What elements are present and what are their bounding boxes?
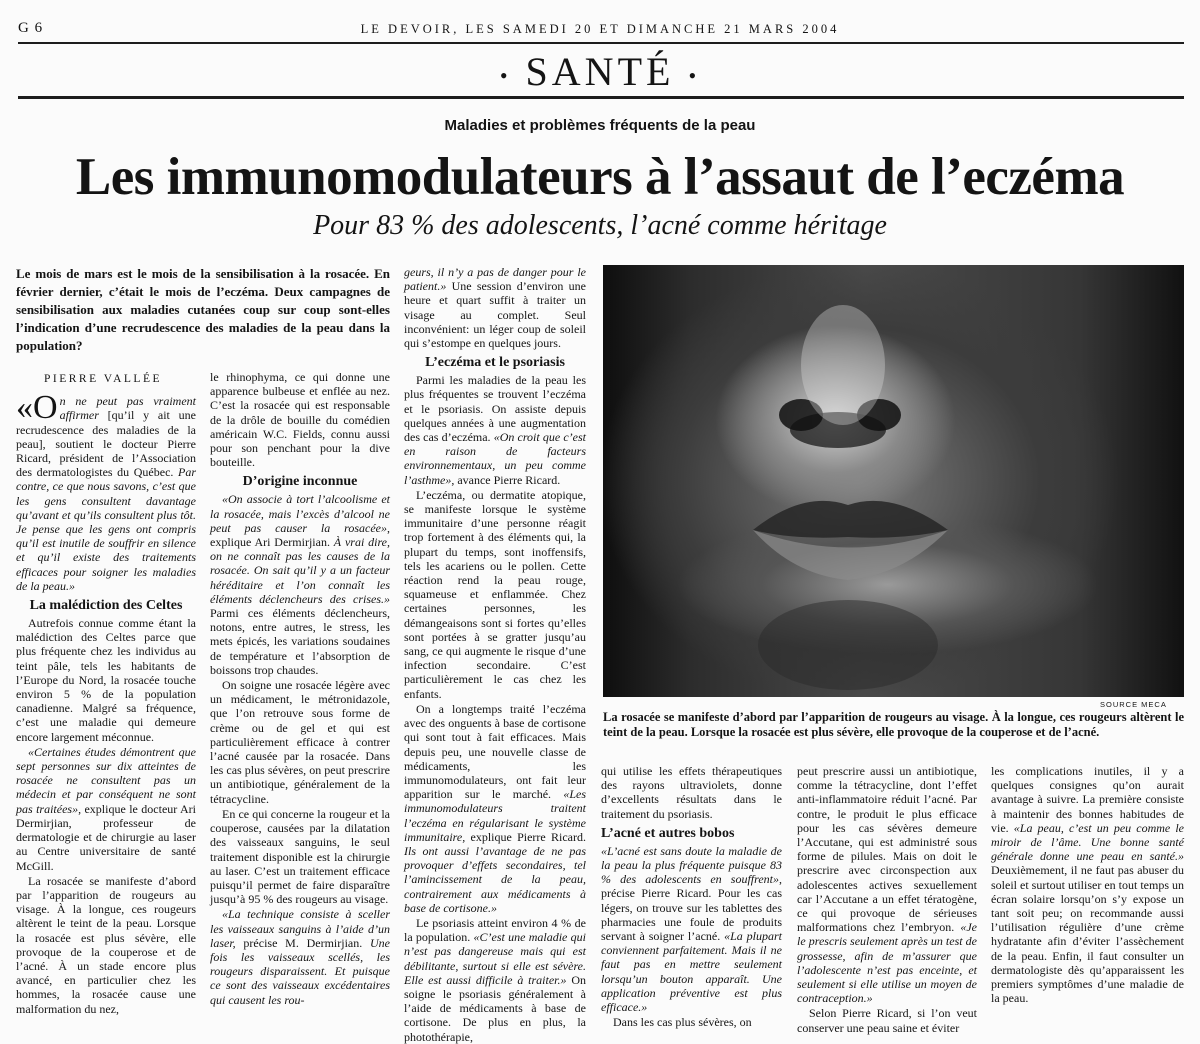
article-subhead: Pour 83 % des adolescents, l’acné comme héritage: [313, 210, 887, 241]
article-column-5: [797, 764, 978, 1035]
article-photo: [603, 265, 1184, 697]
drop-cap: «O: [16, 389, 58, 427]
paragraph: le rhinophyma, ce qui donne une apparence bulbeuse et enflée au nez. C’est la rosacée qui est responsable de la drôle de bouille du comédien américain W.C. Fields, connu aussi pour son penchant pour la dive bouteille.: [210, 370, 390, 470]
paragraph: Autrefois connue comme étant la malédiction des Celtes parce que plus fréquente chez les individus au teint pâle, tels les habitants de l’Europe du Nord, la rosacée touche environ 5 % de la population canadienne. Malgré sa fréquence, c’est une maladie qui demeure encore largement méconnue.: [16, 616, 196, 744]
photo-caption: La rosacée se manifeste d’abord par l’apparition de rougeurs au visage. À la longue, ces rougeurs altèrent le teint de la peau. Lorsque la rosacée est plus sévère, elle provoque de la couperose et de l’acné.: [603, 710, 1184, 739]
paragraph: «On ne peut pas vraiment affirmer [qu’il y ait une recrudescence des maladies de la peau], soutient le docteur Pierre Ricard, président de l’Association des dermatologistes du Québec. Par contre, ce que nous savons, c’est que les gens consultent davantage qu’avant et qu’ils consultent plus tôt. Je pense que les gens ont compris qu’il est inutile de souffrir en silence et qu’il existe des traitements efficaces pour soigner les maladies de la peau.»: [16, 389, 196, 593]
section-title: [0, 48, 1200, 95]
subheading: L’acné et autres bobos: [601, 825, 735, 841]
face-illustration: [603, 265, 1184, 697]
article-column-4: [601, 764, 782, 1030]
paragraph: L’eczéma, ou dermatite atopique, se manifeste lorsque le système immunitaire d’une personne réagit trop fortement à des éléments qui, la plupart du temps, sont inoffensifs, tels les acariens ou le pollen. Cette réaction rend la peau rouge, squameuse et enflammée. Chez certaines personnes, les démangeaisons sont si fortes qu’elles sont portées à se gratter jusqu’au sang, ce qui augmente le risque d’une infection secondaire. C’est particulièrement le cas chez les enfants.: [404, 487, 586, 701]
article-kicker: Maladies et problèmes fréquents de la peau: [444, 117, 756, 134]
section-label: SANTÉ: [525, 49, 675, 94]
paragraph: «Certaines études démontrent que sept personnes sur dix atteintes de rosacée ne consultent pas un médecin et par conséquent ne sont pas traitées», explique le docteur Ari Dermirjian, professeur de dermatologie et de chirurgie au laser au Centre universitaire de santé McGill.: [16, 744, 196, 873]
subheading: La malédiction des Celtes: [29, 598, 183, 614]
dateline: LE DEVOIR, LES SAMEDI 20 ET DIMANCHE 21 MARS 2004: [360, 22, 840, 36]
article-column-6: [991, 764, 1184, 1022]
article-column-3: [404, 265, 586, 1044]
paragraph: Le psoriasis atteint environ 4 % de la population. «C’est une maladie qui n’est pas dangereuse mais qui est débilitante, surtout si elle est sévère. Elle est aussi difficile à traiter.» On soigne le psoriasis généralement à l’aide de médicaments à base de cortisone. De plus en plus, la photothérapie,: [404, 915, 586, 1044]
subheading: L’eczéma et le psoriasis: [425, 355, 565, 371]
section-bullet-right: •: [688, 62, 701, 88]
photo-credit: SOURCE MECA: [1100, 700, 1167, 709]
paragraph: peut prescrire aussi un antibiotique, comme la tétracycline, dont l’effet anti-inflammatoire réduit l’acné. Par contre, le produit le plus efficace pour les cas sévères demeure l’Accutane, qui est administré sous forme de pilules. Mais on doit le prescrire avec circonspection aux adolescentes actives sexuellement car l’Accutane a un effet tératogène, ce qui provoque de sérieuses malformations chez l’embryon. «Je le prescris seulement après un test de grossesse, afin de m’assurer que l’adolescente n’est pas enceinte, et seulement si elle utilise un moyen de contraception.»: [797, 764, 978, 1006]
paragraph: «On associe à tort l’alcoolisme et la rosacée, mais l’excès d’alcool ne peut pas causer la rosacée», explique Ari Dermirjian. À vrai dire, on ne connaît pas les causes de la rosacée. On sait qu’il y a un facteur héréditaire et l’on connaît les éléments déclencheurs des crises.» Parmi ces éléments déclencheurs, notons, entre autres, le stress, les mets épicés, les variations soudaines de température et l’absorption de boissons trop chaudes.: [210, 492, 390, 677]
subheading: D’origine inconnue: [242, 474, 358, 490]
paragraph: On soigne une rosacée légère avec un médicament, le métronidazole, que l’on retrouve sous forme de crème ou de gel et qui est particulièrement efficace à contrer l’acné causée par la rosacée. Dans les cas plus sévères, on peut prescrire un antibiotique, généralement de la tétracycline.: [210, 678, 390, 806]
paragraph: les complications inutiles, il y a quelques consignes qu’on aurait avantage à suivre. La première consiste à maintenir des bonnes habitudes de vie. «La peau, c’est un peu comme le miroir de l’âme. Une bonne santé générale donne une peau en santé.» Deuxièmement, il ne faut pas abuser du soleil et surtout utiliser en tout temps un écran solaire lorsqu’on s’y expose un tant soit peu; on recommande aussi l’utilisation régulière d’une crème hydratante afin d’éviter l’assèchement de la peau. Enfin, il faut consulter un dermatologiste dès qu’apparaissent les premiers symptômes d’une maladie de la peau.: [991, 764, 1184, 1006]
byline: PIERRE VALLÉE: [44, 373, 163, 385]
article-column-2: [210, 370, 390, 1022]
article-lede: Le mois de mars est le mois de la sensibilisation à la rosacée. En février dernier, c’était le mois de l’eczéma. Deux campagnes de sensibilisation aux maladies cutanées coup sur coup sont-elles l’indication d’une recrudescence des maladies de la peau dans la population?: [16, 266, 390, 353]
paragraph: La rosacée se manifeste d’abord par l’apparition de rougeurs au visage. À la longue, ces rougeurs altèrent le teint de la peau. Lorsque la rosacée est plus sévère, elle provoque de la couperose et de l’acné. À un stade encore plus avancé, en particulier chez les hommes, la rosacée cause une malformation du nez,: [16, 873, 196, 1016]
paragraph: «L’acné est sans doute la maladie de la peau la plus fréquente puisque 83 % des adolescents en souffrent», précise Pierre Ricard. Pour les cas légers, on trouve sur les tablettes des pharmacies une foule de produits servant à soigner l’acné. «La plupart conviennent parfaitement. Mais il ne faut pas en mettre seulement lorsqu’un bouton apparaît. Une application préventive est plus efficace.»: [601, 843, 782, 1015]
top-rule: [18, 42, 1184, 44]
paragraph: En ce qui concerne la rougeur et la couperose, causées par la dilatation des vaisseaux sanguins, le seul traitement disponible est la chirurgie au laser. C’est un traitement efficace puisqu’il permet de faire disparaître jusqu’à 95 % des rougeurs au visage.: [210, 806, 390, 907]
section-bullet-left: •: [499, 62, 512, 88]
paragraph: qui utilise les effets thérapeutiques des rayons ultraviolets, donne d’excellents résultats dans le traitement du psoriasis.: [601, 764, 782, 821]
paragraph: Dans les cas plus sévères, on: [613, 1015, 752, 1030]
paragraph: «La technique consiste à sceller les vaisseaux sanguins à l’aide d’un laser, précise M. Dermirjian. Une fois les vaisseaux scellés, les rougeurs disparaissent. Et puisque ce sont des vaisseaux excédentaires qui causent les rou-: [210, 907, 390, 1007]
paragraph: geurs, il n’y a pas de danger pour le patient.» Une session d’environ une heure et quart suffit à traiter un visage au complet. Seul inconvénient: un léger coup de soleil qui s’estompe en quelques jours.: [404, 265, 586, 351]
paragraph: Selon Pierre Ricard, si l’on veut conserver une peau saine et éviter: [797, 1006, 977, 1035]
article-column-1: [16, 372, 196, 1022]
article-headline: Les immunomodulateurs à l’assaut de l’eczéma: [75, 148, 1125, 206]
page-folio: G 6: [18, 20, 44, 36]
paragraph: Parmi les maladies de la peau les plus fréquentes se trouvent l’eczéma et le psoriasis. On assiste depuis quelques années à une augmentation des cas d’eczéma. «On croit que c’est en raison de facteurs environnementaux, un peu comme l’asthme», avance Pierre Ricard.: [404, 373, 586, 487]
paragraph: On a longtemps traité l’eczéma avec des onguents à base de cortisone qui sont tout à fait efficaces. Mais depuis peu, une nouvelle classe de médicaments, les immunomodulateurs, ont fait leur apparition sur le marché. «Les immunomodulateurs traitent l’eczéma en régularisant le système immunitaire, explique Pierre Ricard. Ils ont aussi l’avantage de ne pas provoquer d’effets secondaires, tel l’amincissement de la peau, contrairement aux médicaments à base de cortisone.»: [404, 701, 586, 915]
section-rule: [18, 96, 1184, 99]
